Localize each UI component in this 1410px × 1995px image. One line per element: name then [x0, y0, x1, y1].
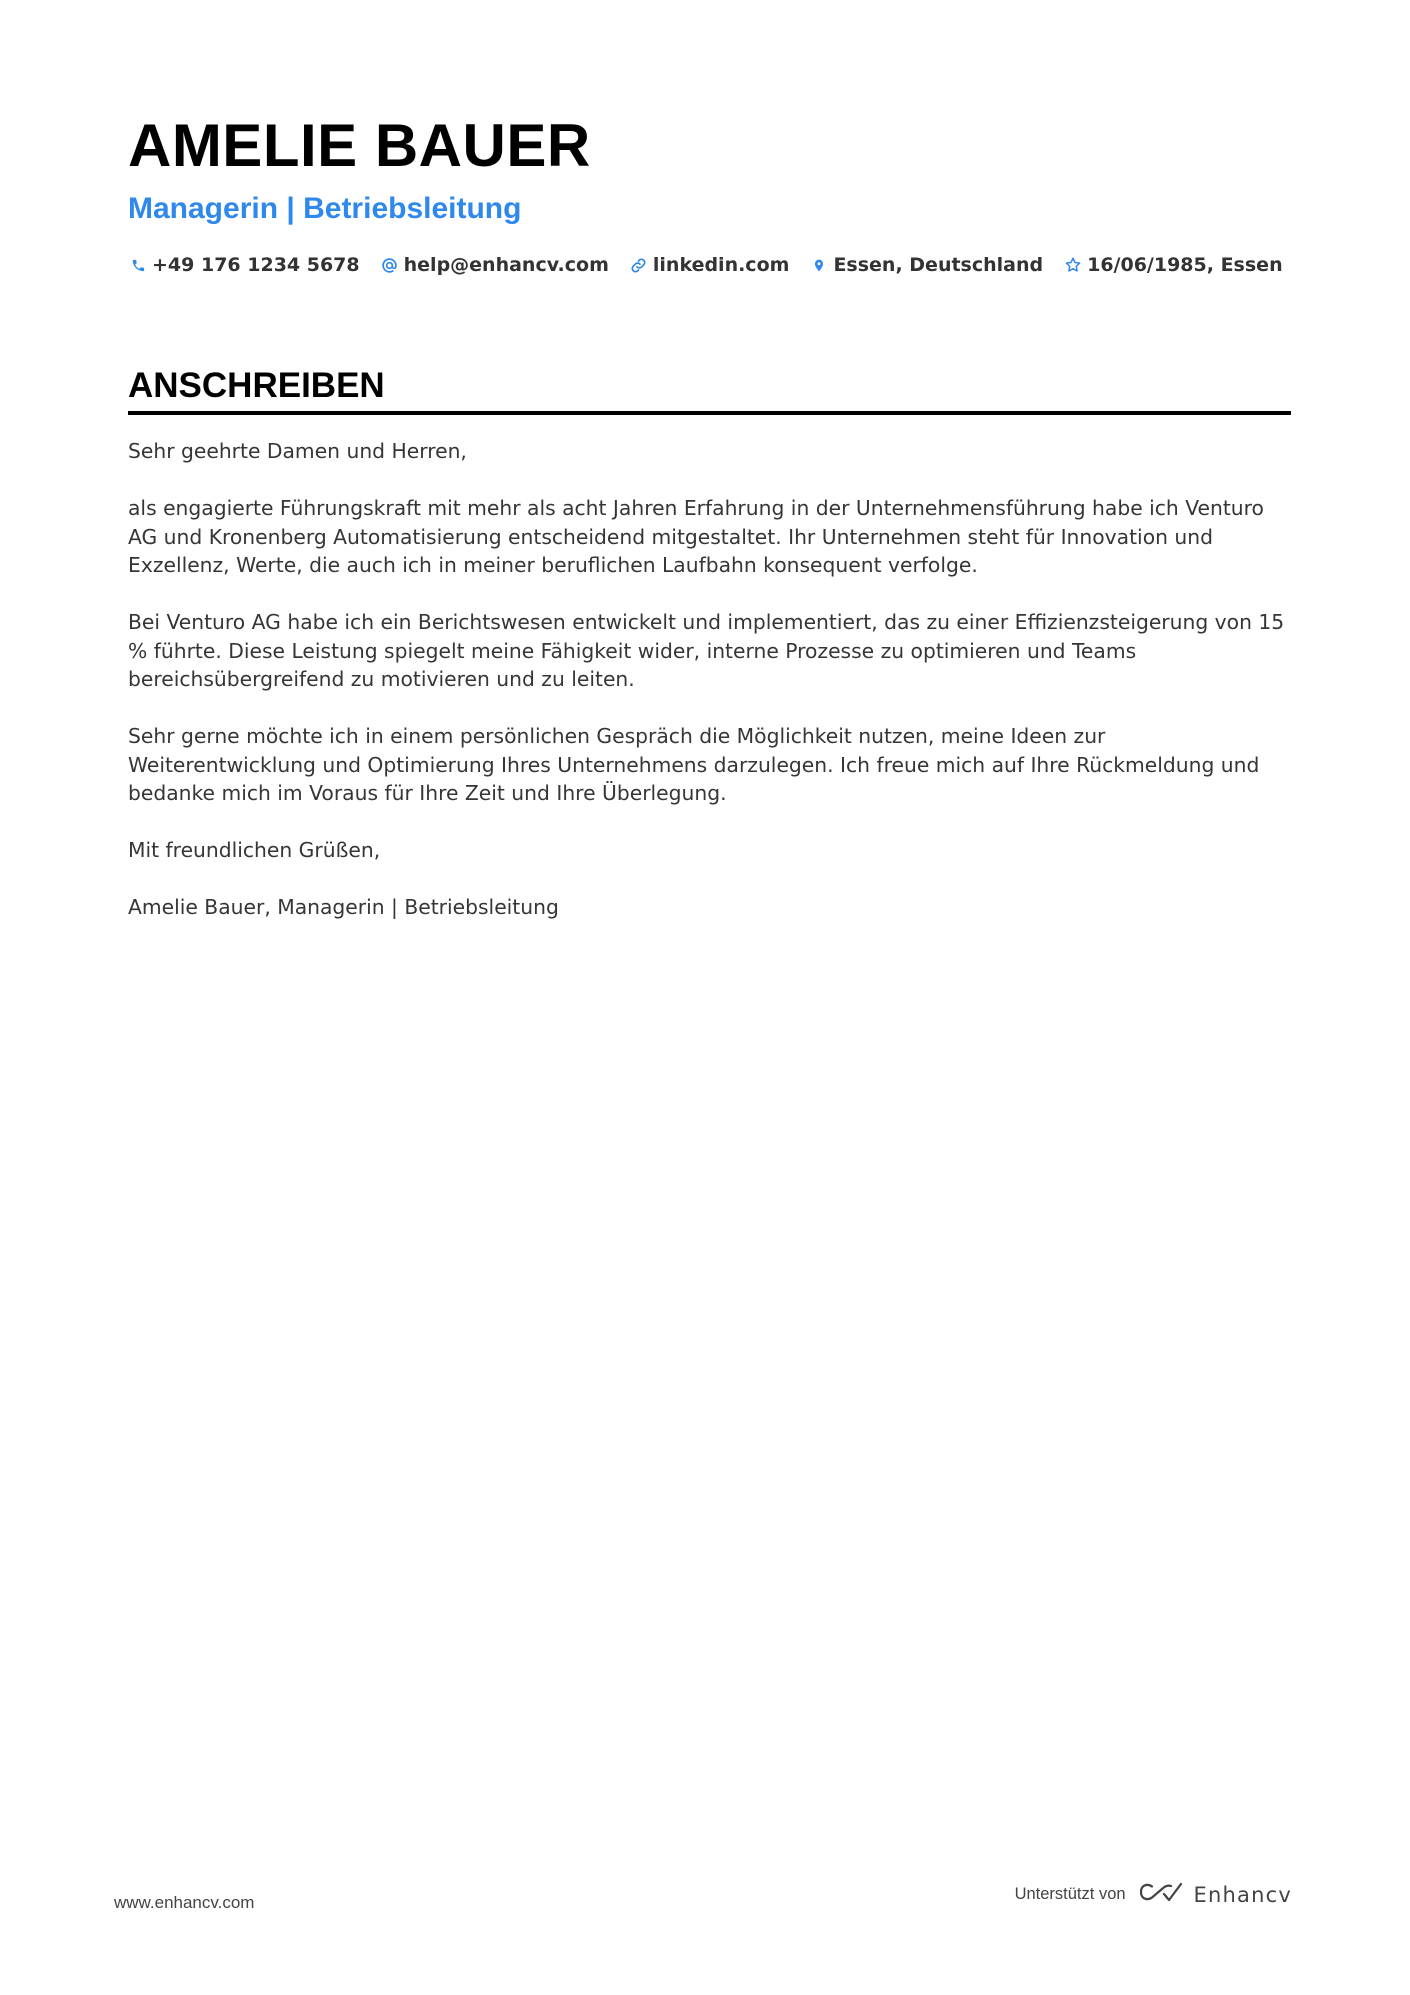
contact-linkedin[interactable]	[629, 254, 790, 276]
letter-signature: Amelie Bauer, Managerin | Betriebsleitung	[128, 895, 559, 919]
enhancv-logo[interactable]	[1138, 1880, 1292, 1909]
contact-linkedin-text: linkedin.com	[652, 254, 790, 276]
letter-paragraph: Bei Venturo AG habe ich ein Berichtswesen entwickelt und implementiert, das zu einer Effizienzsteigerung von 15 % führte. Diese Leistung spiegelt meine Fähigkeit wider, interne Prozesse zu optimieren und Teams bereichsübergreifend zu motivieren und zu leiten.	[128, 610, 1285, 691]
section-title: ANSCHREIBEN	[128, 366, 385, 405]
letter-paragraph: Sehr gerne möchte ich in einem persönlichen Gespräch die Möglichkeit nutzen, meine Ideen zur Weiterentwicklung und Optimierung Ihres Unternehmens darzulegen. Ich freue mich auf Ihre Rückmeldung und bedanke mich im Voraus für Ihre Zeit und Ihre Überlegung.	[128, 724, 1260, 805]
contact-birth	[1063, 254, 1282, 276]
letter-paragraph: als engagierte Führungskraft mit mehr als acht Jahren Erfahrung in der Unternehmensführung habe ich Venturo AG und Kronenberg Automatisierung entscheidend mitgestaltet. Ihr Unternehmen steht für Innovation und Exzellenz, Werte, die auch ich in meiner beruflichen Laufbahn konsequent verfolge.	[128, 496, 1264, 577]
contact-email-text: help@enhancv.com	[403, 254, 609, 276]
enhancv-logo-icon	[1138, 1880, 1184, 1909]
applicant-name: AMELIE BAUER	[128, 112, 591, 179]
enhancv-wordmark: Enhancv	[1193, 1882, 1292, 1907]
location-pin-icon	[809, 255, 829, 275]
phone-icon	[128, 255, 148, 275]
section-divider	[128, 411, 1291, 415]
contact-phone-text: +49 176 1234 5678	[152, 254, 360, 276]
applicant-title: Managerin | Betriebsleitung	[128, 192, 522, 225]
contact-birth-text: 16/06/1985, Essen	[1087, 254, 1283, 276]
contact-location-text: Essen, Deutschland	[833, 254, 1044, 276]
header	[128, 110, 1291, 276]
at-icon	[380, 255, 400, 275]
letter-body	[128, 437, 1291, 922]
footer-website[interactable]: www.enhancv.com	[114, 1893, 255, 1912]
cover-letter-section	[128, 365, 1291, 950]
contact-phone	[128, 254, 360, 276]
letter-closing: Mit freundlichen Grüßen,	[128, 838, 381, 862]
link-icon	[629, 255, 649, 275]
contact-bar	[128, 254, 1291, 276]
footer-branding	[1015, 1880, 1292, 1909]
powered-by-label: Unterstützt von	[1014, 1885, 1126, 1903]
star-icon	[1063, 255, 1083, 275]
letter-salutation: Sehr geehrte Damen und Herren,	[128, 439, 467, 463]
contact-location	[809, 254, 1043, 276]
contact-email[interactable]	[380, 254, 609, 276]
